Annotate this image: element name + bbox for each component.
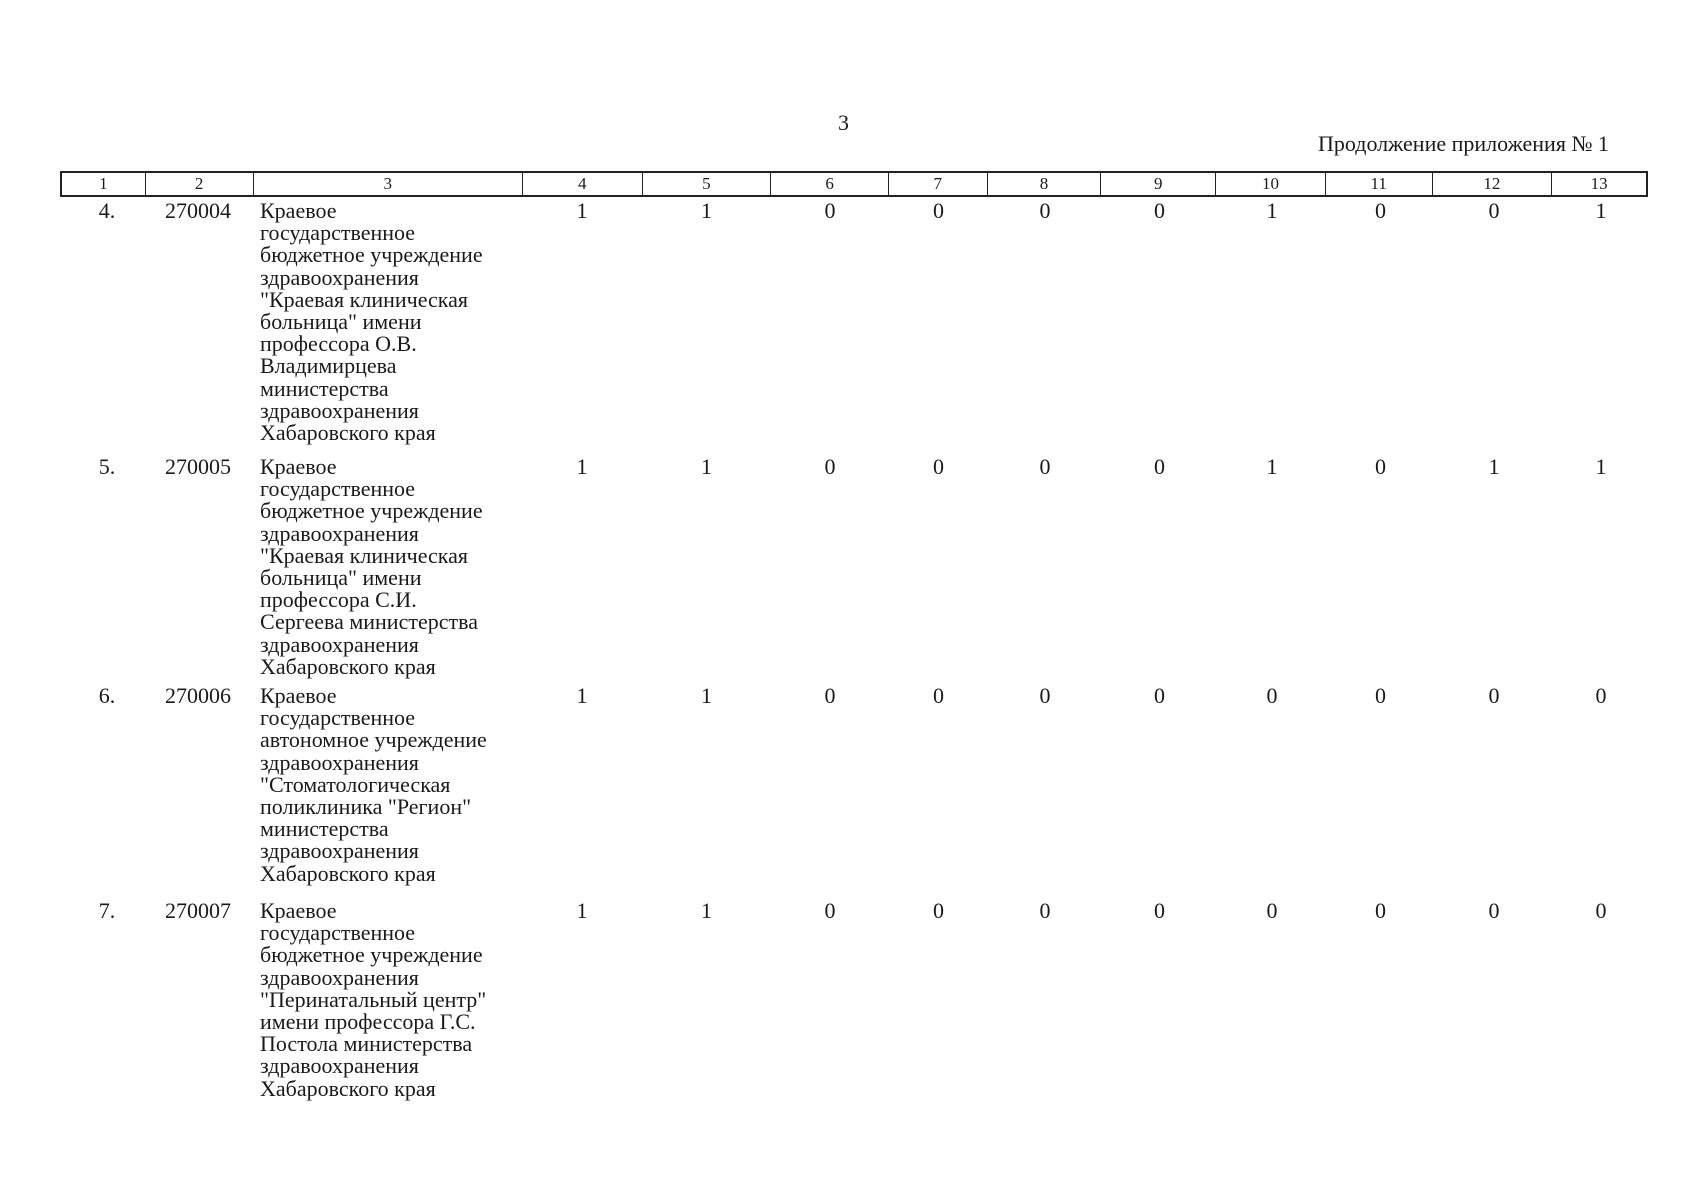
header-col-11: 11 <box>1326 173 1433 195</box>
value-col-4: 1 <box>576 898 588 923</box>
name-line: больница" имени <box>260 309 422 335</box>
name-line: больница" имени <box>260 565 422 591</box>
header-col-2: 2 <box>146 173 254 195</box>
value-col-9: 0 <box>1154 683 1165 708</box>
row-name <box>252 456 522 678</box>
value-col-4: 1 <box>576 198 588 223</box>
value-col-8: 0 <box>1039 454 1051 479</box>
continuation-title: Продолжение приложения № 1 <box>1318 131 1609 156</box>
name-line: бюджетное учреждение <box>260 242 483 268</box>
name-line: здравоохранения <box>260 838 419 864</box>
value-col-10: 0 <box>1266 683 1278 708</box>
value-col-10: 1 <box>1266 198 1278 223</box>
name-line: Сергеева министерства <box>260 609 478 635</box>
row-number: 6. <box>98 683 116 708</box>
value-col-5: 1 <box>701 683 712 708</box>
table-row <box>60 685 1648 885</box>
header-col-6: 6 <box>771 173 889 195</box>
value-col-6: 0 <box>824 898 836 923</box>
value-col-9: 0 <box>1154 198 1165 223</box>
row-code: 270006 <box>165 683 231 708</box>
name-line: здравоохранения <box>260 749 419 775</box>
name-line: Хабаровского края <box>260 860 436 886</box>
header-col-8: 8 <box>988 173 1102 195</box>
row-number: 4. <box>98 198 116 223</box>
name-line: Краевое <box>260 683 337 708</box>
name-line: Краевое <box>260 198 337 223</box>
name-line: здравоохранения <box>260 397 419 423</box>
value-col-7: 0 <box>933 198 944 223</box>
name-line: здравоохранения <box>260 264 419 290</box>
name-line: здравоохранения <box>260 1053 419 1079</box>
name-line: "Стоматологическая <box>260 771 451 797</box>
name-line: имени профессора Г.С. <box>260 1009 476 1035</box>
header-col-13: 13 <box>1590 174 1608 193</box>
value-col-11: 0 <box>1375 454 1386 479</box>
value-col-7: 0 <box>933 898 944 923</box>
header-col-5: 5 <box>643 173 772 195</box>
value-col-5: 1 <box>701 898 712 923</box>
name-line: Хабаровского края <box>260 420 436 446</box>
header-col-10: 10 <box>1216 173 1326 195</box>
value-col-5: 1 <box>701 198 712 223</box>
name-line: бюджетное учреждение <box>260 942 483 968</box>
name-line: бюджетное учреждение <box>260 498 483 524</box>
row-code: 270007 <box>165 898 231 923</box>
value-col-6: 0 <box>824 683 836 708</box>
table-row <box>60 456 1648 678</box>
value-col-5: 1 <box>701 454 712 479</box>
name-line: Владимирцева <box>260 353 397 379</box>
name-line: государственное <box>260 220 416 246</box>
name-line: государственное <box>260 705 416 731</box>
name-line: Хабаровского края <box>260 653 436 679</box>
name-line: автономное учреждение <box>260 727 487 753</box>
name-line: здравоохранения <box>260 520 419 546</box>
name-line: профессора О.В. <box>260 331 417 357</box>
value-col-4: 1 <box>576 454 588 479</box>
value-col-6: 0 <box>824 454 836 479</box>
name-line: Краевое <box>260 898 337 923</box>
value-col-10: 1 <box>1266 454 1278 479</box>
row-name <box>252 200 522 444</box>
name-line: министерства <box>260 375 389 401</box>
header-col-9: 9 <box>1101 173 1216 195</box>
value-col-8: 0 <box>1039 898 1051 923</box>
name-line: здравоохранения <box>260 964 419 990</box>
value-col-8: 0 <box>1039 198 1051 223</box>
row-number: 7. <box>98 898 116 923</box>
name-line: министерства <box>260 816 389 842</box>
value-col-12: 1 <box>1488 454 1500 479</box>
row-name <box>252 900 522 1100</box>
row-name <box>252 685 522 885</box>
value-col-13: 1 <box>1595 454 1607 479</box>
value-col-11: 0 <box>1375 198 1386 223</box>
header-col-1: 1 <box>62 173 146 195</box>
value-col-12: 0 <box>1488 898 1500 923</box>
name-line: Постола министерства <box>260 1031 473 1057</box>
name-line: государственное <box>260 920 416 946</box>
value-col-11: 0 <box>1375 683 1386 708</box>
name-line: Хабаровского края <box>260 1075 436 1101</box>
value-col-8: 0 <box>1039 683 1051 708</box>
header-col-4: 4 <box>523 173 643 195</box>
header-col-3: 3 <box>254 173 523 195</box>
header-col-12: 12 <box>1433 173 1553 195</box>
row-code: 270004 <box>165 198 231 223</box>
name-line: "Перинатальный центр" <box>260 986 487 1012</box>
value-col-11: 0 <box>1375 898 1386 923</box>
value-col-13: 0 <box>1595 683 1607 708</box>
name-line: "Краевая клиническая <box>260 542 469 568</box>
header-col-7: 7 <box>889 173 988 195</box>
name-line: здравоохранения <box>260 631 419 657</box>
value-col-6: 0 <box>824 198 836 223</box>
value-col-7: 0 <box>933 454 944 479</box>
table-row <box>60 900 1648 1100</box>
name-line: профессора С.И. <box>260 587 417 613</box>
value-col-12: 0 <box>1488 683 1500 708</box>
table-row <box>60 200 1648 444</box>
value-col-9: 0 <box>1154 454 1165 479</box>
value-col-7: 0 <box>933 683 944 708</box>
row-number: 5. <box>98 454 116 479</box>
value-col-12: 0 <box>1488 198 1500 223</box>
value-col-10: 0 <box>1266 898 1278 923</box>
page-number: 3 <box>838 110 849 135</box>
value-col-4: 1 <box>576 683 588 708</box>
name-line: государственное <box>260 476 416 502</box>
name-line: Краевое <box>260 454 337 479</box>
row-code: 270005 <box>165 454 231 479</box>
name-line: "Краевая клиническая <box>260 286 469 312</box>
value-col-9: 0 <box>1154 898 1165 923</box>
name-line: поликлиника "Регион" <box>260 794 472 820</box>
table-header <box>60 171 1648 197</box>
value-col-13: 0 <box>1595 898 1607 923</box>
value-col-13: 1 <box>1595 198 1607 223</box>
